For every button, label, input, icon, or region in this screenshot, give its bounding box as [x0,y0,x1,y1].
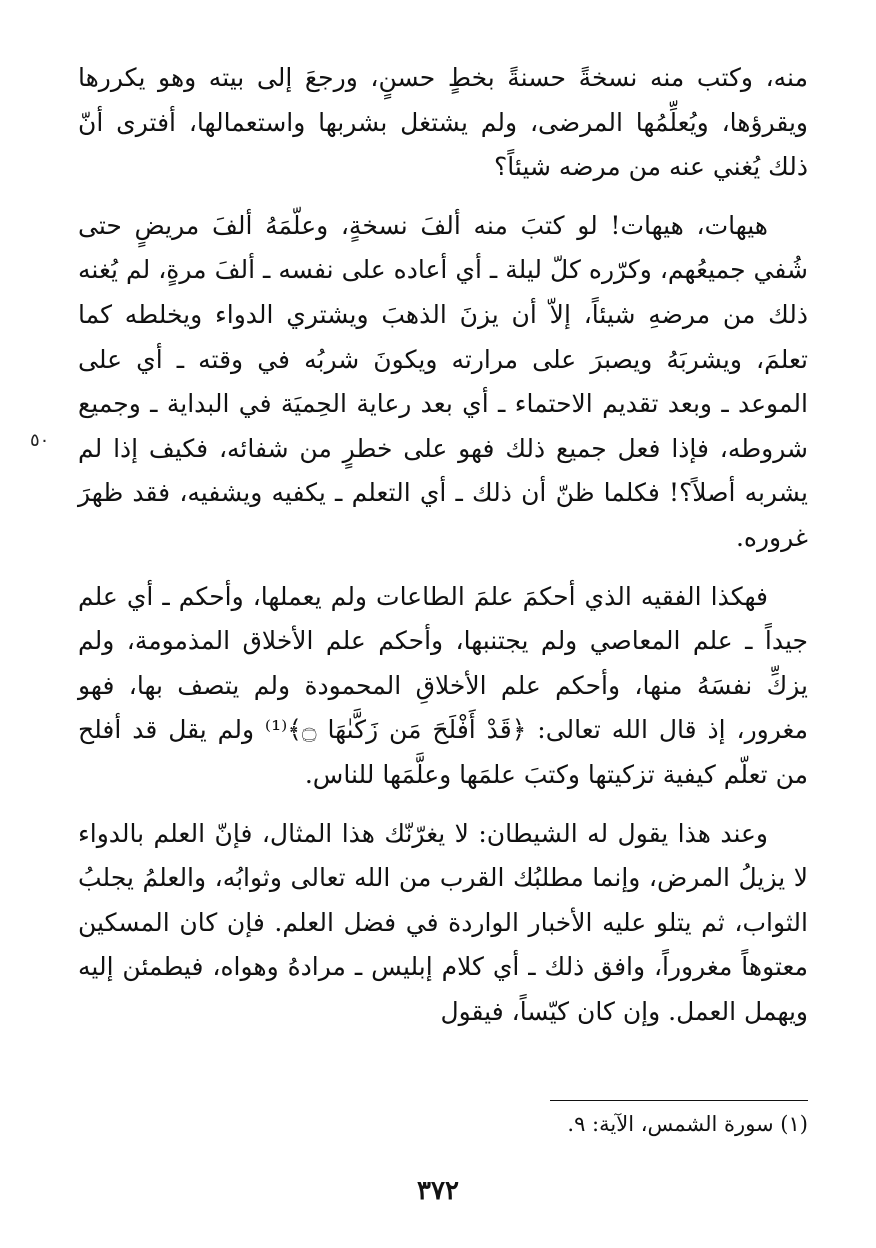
paragraph-1: منه، وكتب منه نسخةً حسنةً بخطٍ حسنٍ، ورجعَ إلى بيته وهو يكررها ويقرؤها، ويُعلِّمُها المرضى، ولم يشتغل بشربها واستعمالها، أفترى أنّ ذلك يُغني عنه من مرضه شيئاً؟ [78,63,808,182]
footnote: (١) سورة الشمس، الآية: ٩. [567,1112,808,1136]
margin-line-marker: ٥٠ [30,430,50,451]
paragraph-3: فهكذا الفقيه الذي أحكمَ علمَ الطاعات ولم يعملها، وأحكم ـ أي علم جيداً ـ علم المعاصي ولم يجتنبها، وأحكم علم الأخلاق المذمومة، ولم يزكِّ نفسَهُ منها، وأحكم علم الأخلاقِ المحمودة ولم يتصف بها، فهو مغرور، إذ قال الله تعالى: ﴿قَدْ أَفْلَحَ مَن زَكَّىٰهَا ۝﴾⁽¹⁾ ولم يقل قد أفلح من تعلّم كيفية تزكيتها وكتبَ علمَها وعلَّمَها للناس. [78,581,808,789]
paragraph-2: هيهات، هيهات! لو كتبَ منه ألفَ نسخةٍ، وعلّمَهُ ألفَ مريضٍ حتى شُفي جميعُهم، وكرّره كلّ ليلة ـ أي أعاده على نفسه ـ ألفَ مرةٍ، لم يُغنه ذلك من مرضهِ شيئاً، إلاّ أن يزنَ الذهبَ ويشتري الدواء ويخلطه كما تعلمَ، ويشربَهُ ويصبرَ على مرارته ويكونَ شربُه في وقته ـ أي على الموعد ـ وبعد تقديم الاحتماء ـ أي بعد رعاية الحِميَة في البداية ـ وجميع شروطه، فإذا فعل جميع ذلك فهو على خطرٍ من شفائه، فكيف إذا لم يشربه أصلاً؟! فكلما ظنّ أن ذلك ـ أي التعلم ـ يكفيه ويشفيه، فقد ظهرَ غروره. [78,210,808,552]
footnote-divider [550,1100,808,1101]
page-number: ٣٧٢ [417,1176,459,1206]
page-body [78,56,808,1048]
paragraph-4: وعند هذا يقول له الشيطان: لا يغرّنّك هذا المثال، فإنّ العلم بالدواء لا يزيلُ المرض، وإنما مطلبُك القرب من الله تعالى وثوابُه، والعلمُ يجلبُ الثواب، ثم يتلو عليه الأخبار الواردة في فضل العلم. فإن كان المسكين معتوهاً مغروراً، وافق ذلك ـ أي كلام إبليس ـ مرادهُ وهواه، فيطمئن إليه ويهمل العمل. وإن كان كيّساً، فيقول [78,818,808,1026]
